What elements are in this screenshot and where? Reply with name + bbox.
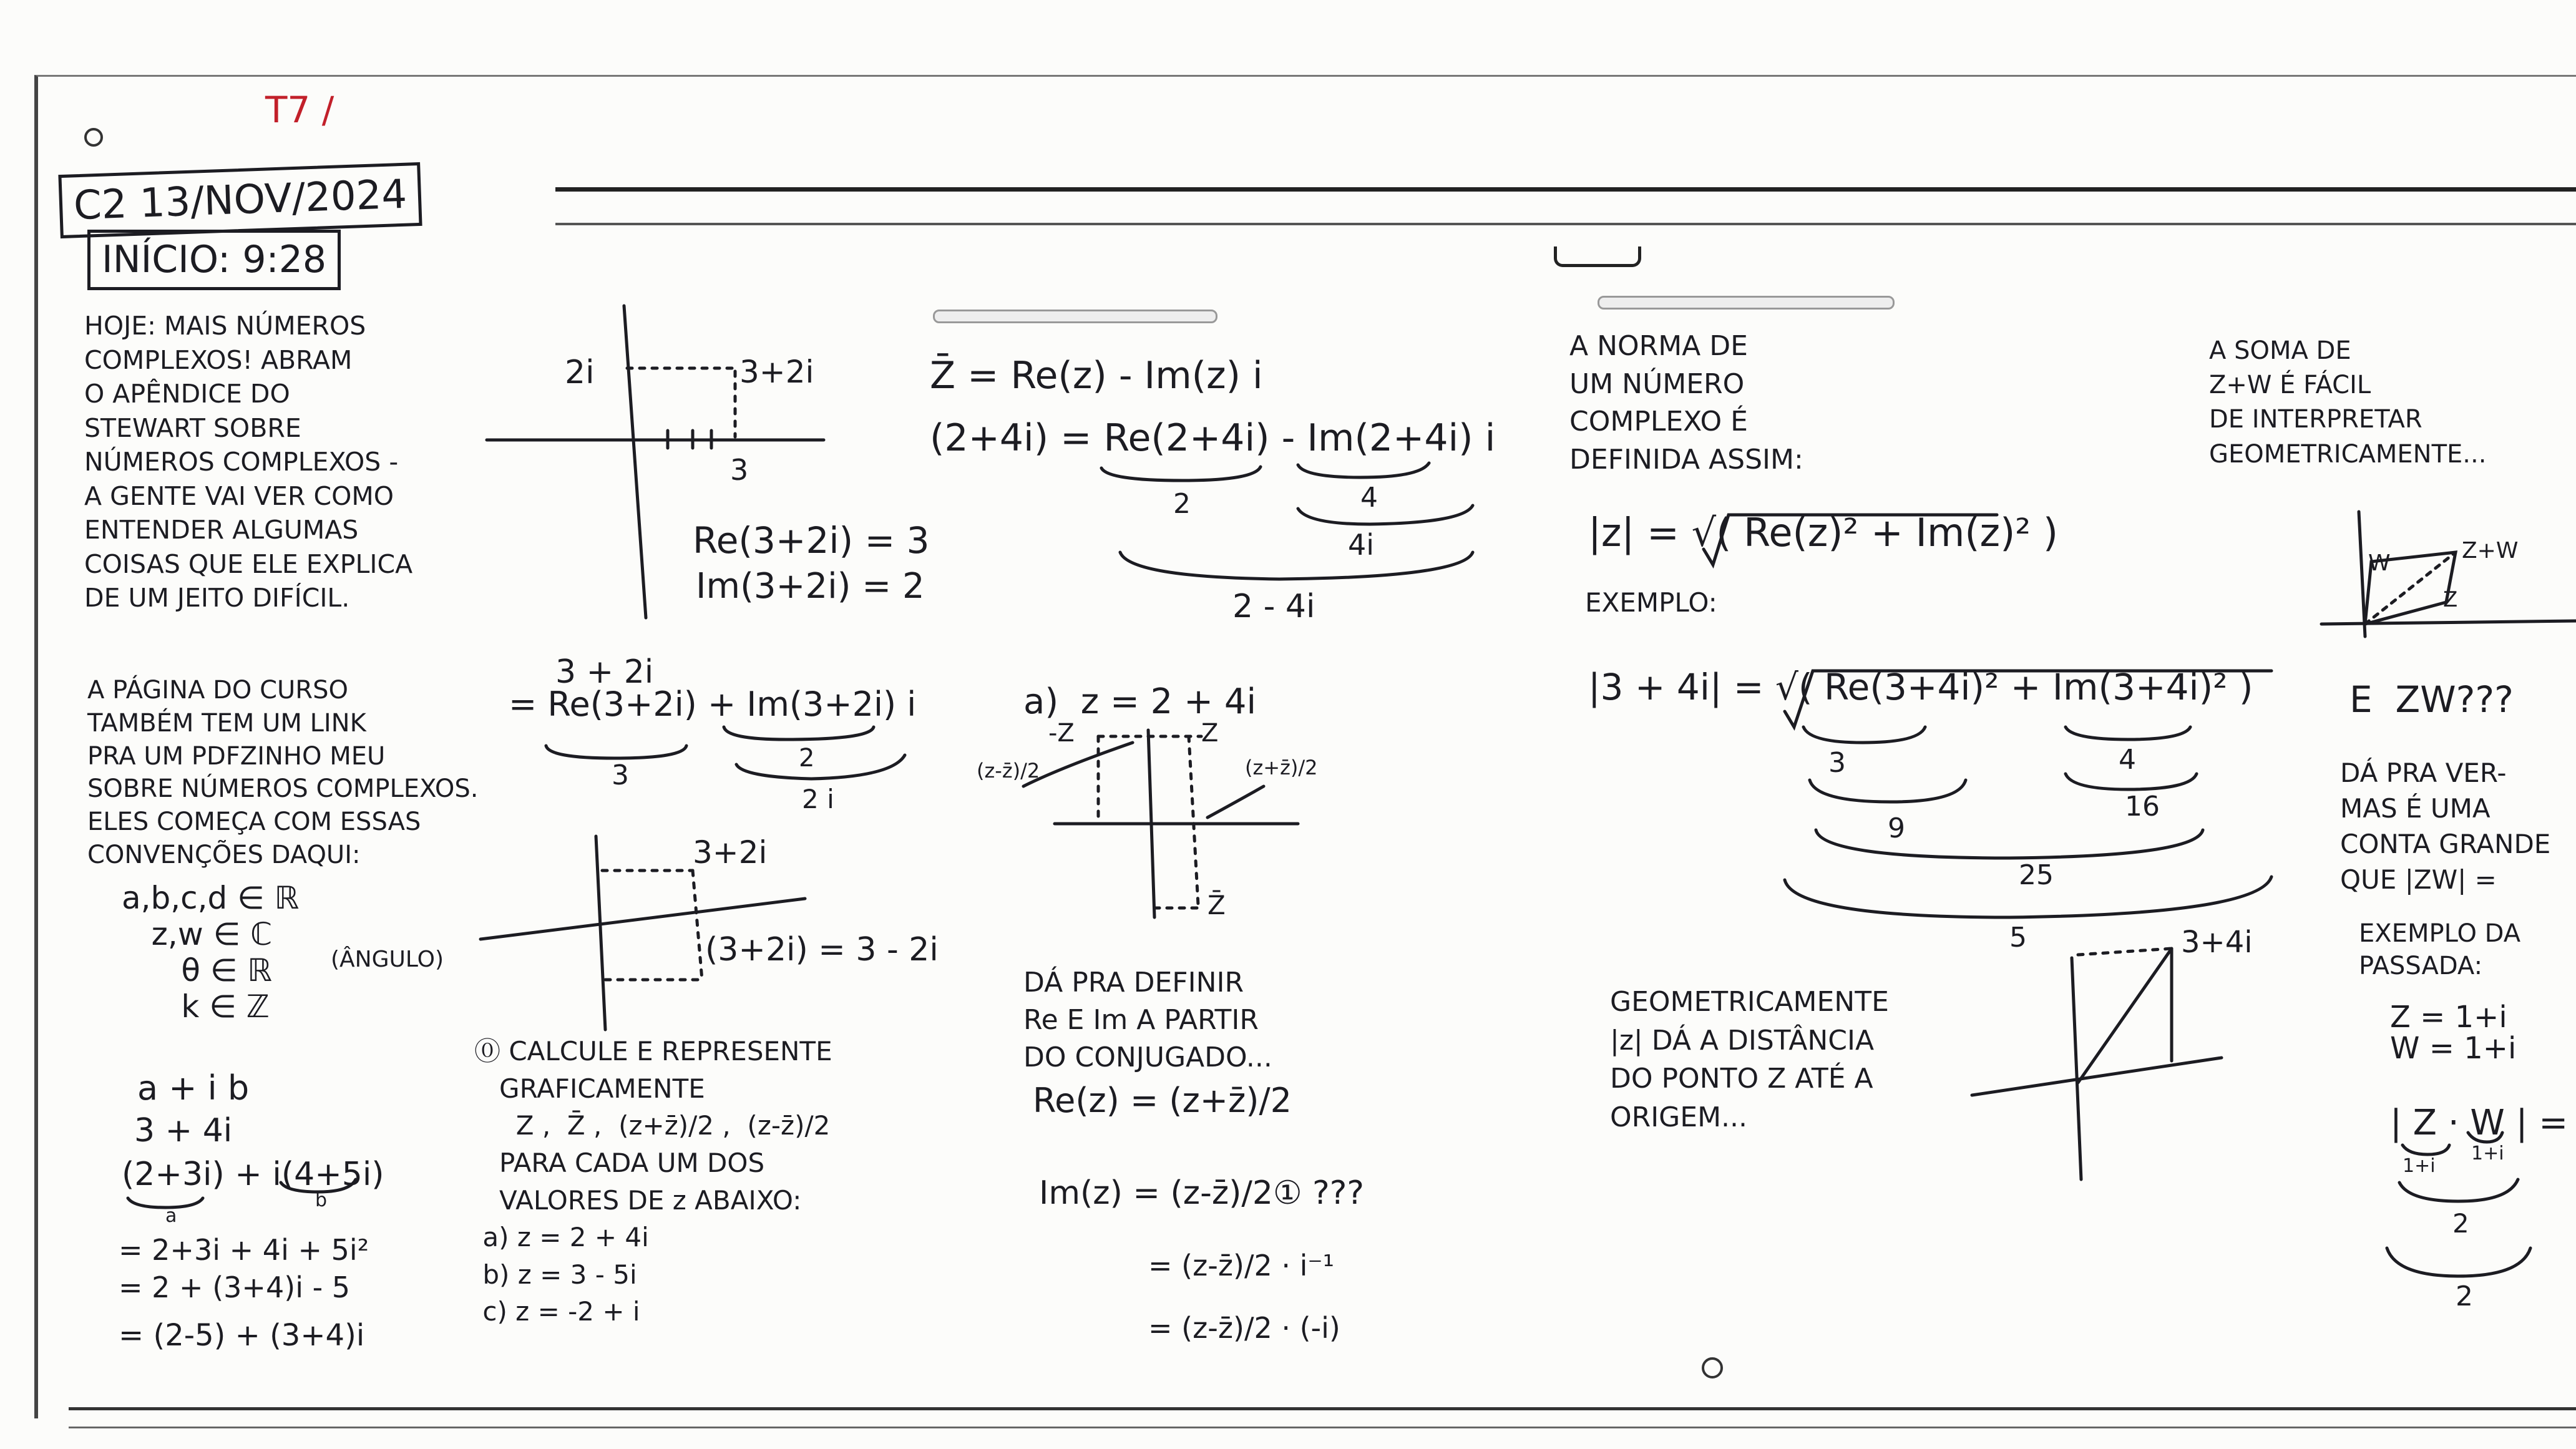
abs-product-equation: | Z · W | = <box>2390 1103 2569 1143</box>
under-4-col3: 4 <box>1360 482 1378 514</box>
arrow-diff <box>1023 743 1133 786</box>
under-result: 2 - 4i <box>1232 588 1315 625</box>
red-mark: T7 / <box>265 89 334 131</box>
re-im-note: DÁ PRA DEFINIR Re E Im A PARTIR DO CONJUGADO... <box>1023 967 1272 1073</box>
product-question: E ZW??? <box>2349 678 2514 721</box>
brace-im-i <box>736 755 905 779</box>
step-2: = 2 + (3+4)i - 5 <box>119 1271 351 1304</box>
graph5-x-axis <box>2321 621 2576 624</box>
under-2i: 2 i <box>802 784 834 814</box>
label-z-plus-w: Z+W <box>2462 538 2519 564</box>
expansion-top: 3 + 2i <box>555 653 654 691</box>
under-w-col5: 1+i <box>2471 1143 2504 1164</box>
under-16: 16 <box>2125 791 2160 822</box>
label-z-col5: Z <box>2443 587 2458 612</box>
graph1-y-axis <box>624 306 646 618</box>
im-formula: Im(z) = (z-z̄)/2① ??? <box>1039 1174 1364 1212</box>
im-step-1: = (z-z̄)/2 · i⁻¹ <box>1148 1249 1335 1282</box>
expr-a-ib: a + i b <box>137 1068 250 1108</box>
exercise-text: ⓪ CALCULE E REPRESENTE GRAFICAMENTE Z , Z̄ , (z+z̄)/2 , (z-z̄)/2 PARA CADA UM DOS VALORES DE z ABAIXO: a) z = 2 + 4i b) z = 3 - 5i c) z = -2 + i <box>474 1036 832 1327</box>
expansion-line: = Re(3+2i) + Im(3+2i) i <box>509 685 917 724</box>
brace-two-b <box>2387 1248 2530 1276</box>
under-2-col3: 2 <box>1173 488 1191 520</box>
expr-3-4i: 3 + 4i <box>134 1112 233 1149</box>
product-note: DÁ PRA VER- MAS É UMA CONTA GRANDE QUE |ZW| = <box>2340 758 2551 895</box>
brace-z-col5 <box>2403 1145 2449 1154</box>
graph3-guide-right <box>1189 736 1198 905</box>
example-label: EXEMPLO: <box>1585 587 1717 618</box>
axis-label-3: 3 <box>730 453 749 487</box>
point-label-3-2i-second: 3+2i <box>693 834 768 871</box>
brace-im <box>724 727 874 739</box>
graph4-radius <box>2078 949 2172 1083</box>
conventions-list: a,b,c,d ∈ ℝ z,w ∈ ℂ θ ∈ ℝ k ∈ ℤ <box>122 880 300 1025</box>
graph2-y-axis <box>596 836 605 1030</box>
brace-two <box>2399 1179 2518 1201</box>
under-3-col4: 3 <box>1828 747 1846 779</box>
under-25: 25 <box>2019 859 2054 891</box>
conjugate-equation: (3+2i) = 3 - 2i <box>705 931 939 968</box>
course-page-note: A PÁGINA DO CURSO TAMBÉM TEM UM LINK PRA UM PDFZINHO MEU SOBRE NÚMEROS COMPLEXOS. ELES COMEÇA COM ESSAS CONVENÇÕES DAQUI: <box>87 676 479 869</box>
brace-25 <box>1816 830 2203 858</box>
brace-3 <box>1803 727 1925 743</box>
brace-re-col3 <box>1101 467 1261 481</box>
under-a: a <box>165 1205 177 1227</box>
norm-definition: |z| = √( Re(z)² + Im(z)² ) <box>1588 510 2059 555</box>
under-b: b <box>315 1189 328 1211</box>
diff-fraction: (z-z̄)/2 <box>977 759 1040 783</box>
sqrt-norm-def <box>1704 515 1997 565</box>
under-two-b: 2 <box>2456 1281 2473 1312</box>
arrow-sum <box>1208 786 1264 817</box>
expr-product: (2+3i) + i(4+5i) <box>122 1156 384 1193</box>
w-value: W = 1+i <box>2390 1031 2517 1066</box>
sum-fraction: (z+z̄)/2 <box>1245 756 1318 779</box>
z-value: Z = 1+i <box>2390 1000 2507 1035</box>
brace-re <box>546 746 686 758</box>
conjugate-example: (2+4i) = Re(2+4i) - Im(2+4i) i <box>930 416 1496 460</box>
brace-a <box>128 1198 203 1208</box>
under-3: 3 <box>612 759 629 791</box>
graph2-guide-v <box>693 871 702 980</box>
brace-9 <box>1810 780 1966 802</box>
example-equation: |3 + 4i| = √( Re(3+4i)² + Im(3+4i)² ) <box>1588 666 2253 708</box>
im-step-2: = (z-z̄)/2 · (-i) <box>1148 1311 1340 1345</box>
im-equation: Im(3+2i) = 2 <box>696 566 925 607</box>
angle-label: (ÂNGULO) <box>331 947 444 972</box>
re-formula: Re(z) = (z+z̄)/2 <box>1033 1081 1292 1120</box>
graph4-guide-h <box>2078 949 2172 955</box>
brace-16 <box>2066 774 2197 789</box>
step-1: = 2+3i + 4i + 5i² <box>119 1233 369 1267</box>
brace-4i <box>1298 505 1473 524</box>
sum-note: A SOMA DE Z+W É FÁCIL DE INTERPRETAR GEOMETRICAMENTE... <box>2209 336 2487 469</box>
brace-w-col5 <box>2468 1133 2502 1142</box>
under-4-col4: 4 <box>2119 744 2136 776</box>
under-5: 5 <box>2009 922 2027 954</box>
label-z: Z <box>1201 719 1219 748</box>
step-3: = (2-5) + (3+4)i <box>119 1318 365 1353</box>
brace-total-col3 <box>1120 552 1473 579</box>
under-two: 2 <box>2452 1208 2469 1239</box>
label-w: W <box>2368 550 2391 576</box>
under-4i-col3: 4i <box>1348 528 1375 562</box>
brace-4 <box>2066 727 2190 739</box>
intro-text: HOJE: MAIS NÚMEROS COMPLEXOS! ABRAM O APÊNDICE DO STEWART SOBRE NÚMEROS COMPLEXOS - A GENTE VAI VER COMO ENTENDER ALGUMAS COISAS QUE ELE EXPLICA DE UM JEITO DIFÍCIL. <box>84 311 413 613</box>
brace-b <box>281 1179 356 1192</box>
graph2-x-axis <box>481 899 805 939</box>
norm-intro: A NORMA DE UM NÚMERO COMPLEXO É DEFINIDA ASSIM: <box>1569 330 1803 476</box>
under-z-col5: 1+i <box>2403 1155 2436 1177</box>
brace-5 <box>1785 877 2271 917</box>
label-minus-z: -Z <box>1048 719 1075 748</box>
conjugate-definition: Z̄ = Re(z) - Im(z) i <box>930 354 1263 398</box>
graph4-x-axis <box>1972 1058 2222 1095</box>
brace-im-col3 <box>1298 463 1429 477</box>
point-label-3-2i: 3+2i <box>739 354 814 390</box>
sqrt-example <box>1785 671 2271 727</box>
start-time-box: INÍCIO: 9:28 <box>87 230 341 290</box>
under-9: 9 <box>1888 812 1905 844</box>
axis-label-2i: 2i <box>565 354 595 391</box>
under-2: 2 <box>799 744 815 773</box>
geometric-note: GEOMETRICAMENTE |z| DÁ A DISTÂNCIA DO PONTO Z ATÉ A ORIGEM... <box>1610 986 1889 1133</box>
graph4-y-axis <box>2072 958 2081 1179</box>
point-label-3-4i: 3+4i <box>2181 925 2253 960</box>
re-equation: Re(3+2i) = 3 <box>693 519 930 562</box>
part-a-label: a) z = 2 + 4i <box>1023 681 1257 722</box>
label-zbar: Z̄ <box>1208 890 1226 920</box>
date-box: C2 13/NOV/2024 <box>58 162 422 238</box>
example-previous: EXEMPLO DA PASSADA: <box>2359 919 2521 980</box>
